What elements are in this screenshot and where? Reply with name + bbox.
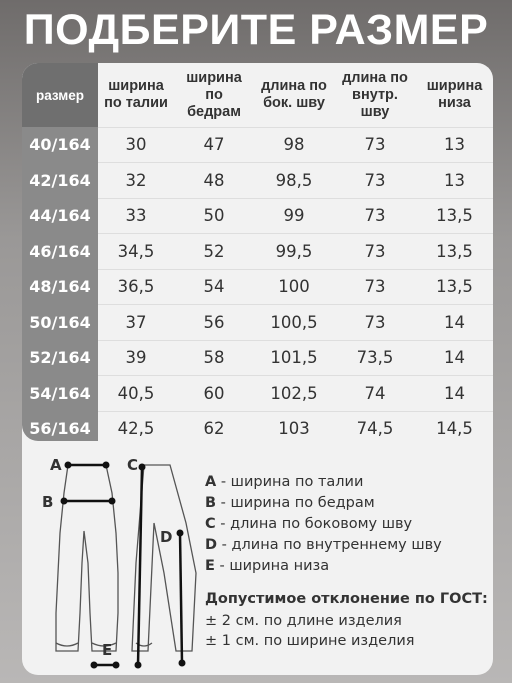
value-cell: 34,5 [117,241,155,261]
table-row [22,411,493,447]
header-inseam [334,63,416,127]
legend-text: - длина по боковому шву [215,516,413,532]
value-cell: 52 [203,241,225,261]
label-c: C [127,456,139,474]
header-hem-label: ширина низа [426,78,483,111]
measure-d-line [180,533,182,663]
value-cell: 98 [283,135,305,155]
header-waist [98,63,174,127]
value-cell: 37 [125,312,147,332]
legend-letter: B [205,495,217,511]
value-cell: 13 [444,135,465,155]
pants-diagram [20,453,200,673]
table-row [22,163,493,199]
header-size: размер [35,87,85,103]
label-e: E [102,641,113,659]
value-cell: 42,5 [117,419,155,439]
table-row [22,376,493,412]
table-row [22,305,493,341]
table-row [22,269,493,305]
row-divider [98,375,493,376]
value-cell: 30 [125,135,147,155]
value-cell: 13 [444,170,465,190]
value-cell: 98,5 [275,170,313,190]
value-cell: 32 [125,170,147,190]
row-divider [98,269,493,270]
measure-c-line [138,467,142,665]
value-cell: 13,5 [436,241,473,261]
header-hips-label: ширина по бедрам [186,69,242,120]
tolerance-length: ± 2 см. по длине изделия [205,613,402,629]
value-cell: 100 [278,277,310,297]
size-cell: 48/164 [29,277,91,297]
tolerance-width: ± 1 см. по ширине изделия [205,633,415,649]
legend-text: - длина по внутреннему шву [217,537,442,553]
size-cell: 44/164 [29,206,91,226]
legend-item [205,493,488,514]
size-cell: 54/164 [29,383,91,403]
table-row [22,340,493,376]
value-cell: 60 [203,383,225,403]
page-title: ПОДБЕРИТЕ РАЗМЕР [23,6,489,54]
legend-item [205,556,488,577]
header-hips [174,63,254,127]
label-d: D [160,528,173,546]
table-row [22,127,493,163]
row-divider [98,233,493,234]
size-cell: 56/164 [29,419,91,439]
row-divider [98,127,493,128]
legend-item [205,472,488,493]
size-cell: 52/164 [29,348,91,368]
value-cell: 56 [203,312,225,332]
size-table [22,63,493,447]
front-pants-outline [56,465,118,651]
legend-item [205,535,488,556]
legend-letter: D [205,537,218,553]
header-hem [416,63,493,127]
label-b: B [42,493,54,511]
value-cell: 100,5 [270,312,318,332]
value-cell: 36,5 [117,277,155,297]
value-cell: 74,5 [356,419,394,439]
value-cell: 50 [203,206,225,226]
value-cell: 40,5 [117,383,155,403]
value-cell: 14,5 [436,419,473,439]
header-side-length-label: длина по бок. шву [261,78,327,111]
value-cell: 73 [364,312,386,332]
value-cell: 102,5 [270,383,318,403]
row-divider [98,162,493,163]
value-cell: 99,5 [275,241,313,261]
value-cell: 74 [364,383,386,403]
legend-text: - ширина по талии [216,474,364,490]
value-cell: 73 [364,135,386,155]
legend-letter: C [205,516,216,532]
value-cell: 14 [444,383,465,403]
value-cell: 13,5 [436,277,473,297]
legend-text: - ширина низа [214,558,330,574]
value-cell: 14 [444,312,465,332]
value-cell: 99 [283,206,305,226]
value-cell: 73 [364,170,386,190]
table-row [22,234,493,270]
value-cell: 73 [364,241,386,261]
size-cell: 50/164 [29,312,91,332]
size-cell: 42/164 [29,170,91,190]
legend-letter: A [205,474,217,490]
row-divider [98,304,493,305]
legend-letter: E [205,558,215,574]
size-cell: 46/164 [29,241,91,261]
tolerance-title: Допустимое отклонение по ГОСТ: [205,591,488,607]
label-a: A [50,456,62,474]
row-divider [98,411,493,412]
table-row [22,198,493,234]
value-cell: 13,5 [436,206,473,226]
value-cell: 33 [125,206,147,226]
row-divider [98,198,493,199]
size-cell: 40/164 [29,135,91,155]
value-cell: 103 [278,419,310,439]
legend [205,472,488,651]
legend-text: - ширина по бедрам [216,495,375,511]
value-cell: 73 [364,277,386,297]
value-cell: 73 [364,206,386,226]
value-cell: 47 [203,135,225,155]
row-divider [98,340,493,341]
header-waist-label: ширина по талии [104,78,168,111]
header-side-length [254,63,334,127]
value-cell: 14 [444,348,465,368]
value-cell: 54 [203,277,225,297]
value-cell: 73,5 [356,348,394,368]
value-cell: 58 [203,348,225,368]
header-inseam-label: длина по внутр. шву [342,69,408,120]
value-cell: 39 [125,348,147,368]
value-cell: 62 [203,419,225,439]
legend-item [205,514,488,535]
table-header-row [22,63,493,127]
value-cell: 48 [203,170,225,190]
value-cell: 101,5 [270,348,318,368]
